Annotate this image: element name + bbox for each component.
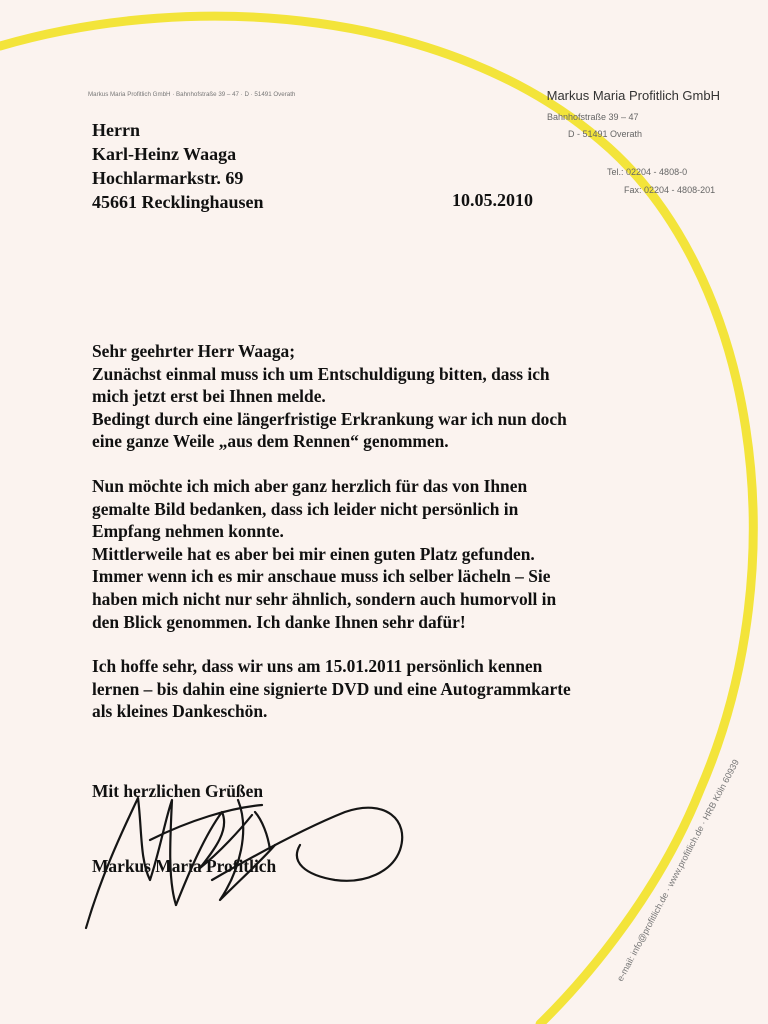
- body-line: Zunächst einmal muss ich um Entschuldigung bitten, dass ich: [92, 363, 550, 384]
- phone-label: Tel.:: [607, 167, 624, 177]
- greeting: Sehr geehrter Herr Waaga;: [92, 341, 296, 361]
- body-line: mich jetzt erst bei Ihnen melde.: [92, 386, 326, 407]
- body-line: als kleines Dankeschön.: [92, 701, 268, 722]
- company-city: D - 51491 Overath: [568, 129, 643, 139]
- company-street: Bahnhofstraße 39 – 47: [547, 112, 639, 122]
- recipient-name: Karl-Heinz Waaga: [92, 144, 237, 164]
- recipient-street: Hochlarmarkstr. 69: [92, 168, 244, 188]
- sender-return-address: Markus Maria Profitlich GmbH · Bahnhofstraße 39 – 47 · D · 51491 Overath: [88, 91, 296, 98]
- body-line: Empfang nehmen konnte.: [92, 521, 284, 542]
- body-line: Immer wenn ich es mir anschaue muss ich selber lächeln – Sie: [92, 566, 551, 587]
- company-name: Markus Maria Profitlich GmbH: [546, 88, 720, 103]
- phone-number: 02204 - 4808-0: [626, 167, 688, 177]
- recipient-city: 45661 Recklinghausen: [92, 192, 264, 212]
- body-line: Bedingt durch eine längerfristige Erkrankung war ich nun doch: [92, 408, 567, 429]
- side-contact-line: e-mail: info@profitlich.de · www.profitlich.de · HRB Köln 60939: [614, 757, 742, 983]
- body-line: haben mich nicht nur sehr ähnlich, sondern auch humorvoll in: [92, 588, 557, 609]
- letter-date: 10.05.2010: [452, 190, 533, 210]
- fax-number: 02204 - 4808-201: [644, 185, 716, 195]
- fax-label: Fax:: [624, 185, 642, 195]
- body-line: Ich hoffe sehr, dass wir uns am 15.01.2011 persönlich kennen: [92, 656, 543, 677]
- signer-name: Markus Maria Profitlich: [92, 856, 277, 876]
- body-line: lernen – bis dahin eine signierte DVD und eine Autogrammkarte: [92, 678, 571, 699]
- body-line: eine ganze Weile „aus dem Rennen“ genommen.: [92, 431, 449, 452]
- recipient-salutation: Herrn: [92, 120, 140, 140]
- closing-phrase: Mit herzlichen Grüßen: [92, 781, 263, 801]
- body-line: gemalte Bild bedanken, dass ich leider nicht persönlich in: [92, 498, 519, 519]
- body-line: den Blick genommen. Ich danke Ihnen sehr dafür!: [92, 611, 466, 632]
- body-line: Mittlerweile hat es aber bei mir einen guten Platz gefunden.: [92, 543, 535, 564]
- body-line: Nun möchte ich mich aber ganz herzlich für das von Ihnen: [92, 475, 528, 496]
